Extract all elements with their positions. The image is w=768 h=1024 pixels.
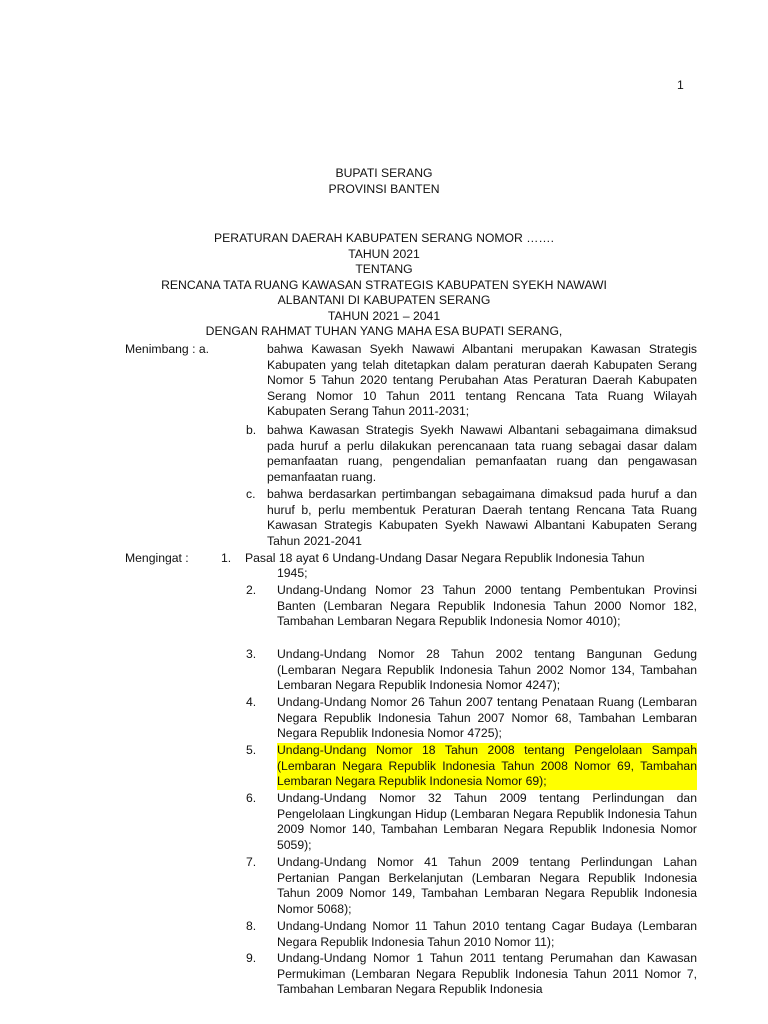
title-line-4: RENCANA TATA RUANG KAWASAN STRATEGIS KABUPATEN SYEKH NAWAWI: [161, 277, 607, 292]
page-number: 1: [677, 78, 684, 92]
mengingat-marker-8: 8.: [246, 919, 257, 933]
mengingat-item-6: Undang-Undang Nomor 32 Tahun 2009 tentang Perlindungan dan Pengelolaan Lingkungan Hidup (Lembaran Negara Republik Indonesia Tahun 2009 Nomor 140, Tambahan Lembaran Negara Republik Indonesia Nomor 5059);: [277, 791, 697, 852]
title-line-3: TENTANG: [355, 262, 413, 276]
menimbang-item-c: bahwa berdasarkan pertimbangan sebagaimana dimaksud pada huruf a dan huruf b, perlu membentuk Peraturan Daerah tentang Rencana Tata Ruang Kawasan Strategis Kabupaten Syekh Nawawi Albantani Kabupaten Serang Tahun 2021-2041: [267, 487, 697, 548]
mengingat-marker-1: 1.: [221, 551, 232, 565]
mengingat-marker-3: 3.: [246, 647, 257, 661]
title-line-1: PERATURAN DAERAH KABUPATEN SERANG NOMOR …….: [214, 231, 554, 245]
issuer-line-2: PROVINSI BANTEN: [328, 181, 440, 196]
menimbang-marker-b: b.: [246, 423, 257, 437]
mengingat-marker-6: 6.: [246, 791, 257, 805]
menimbang-label: Menimbang : a.: [125, 342, 210, 356]
mengingat-item-5-highlighted: Undang-Undang Nomor 18 Tahun 2008 tentang Pengelolaan Sampah (Lembaran Negara Republik Indonesia Tahun 2008 Nomor 69, Tambahan Lembaran Negara Republik Indonesia Nomor 69);: [277, 743, 697, 788]
mengingat-item-2: Undang-Undang Nomor 23 Tahun 2000 tentang Pembentukan Provinsi Banten (Lembaran Negara Republik Indonesia Tahun 2000 Nomor 182, Tambahan Lembaran Negara Republik Indonesia Nomor 4010);: [277, 583, 697, 628]
mengingat-label: Mengingat :: [125, 551, 189, 565]
title-line-5: ALBANTANI DI KABUPATEN SERANG: [277, 293, 491, 307]
mengingat-item-9: Undang-Undang Nomor 1 Tahun 2011 tentang Perumahan dan Kawasan Permukiman (Lembaran Negara Republik Indonesia Tahun 2011 Nomor 7, Tambahan Lembaran Negara Republik Indonesia: [277, 951, 697, 996]
mengingat-item-1-rest: 1945;: [277, 566, 308, 580]
mengingat-item-8: Undang-Undang Nomor 11 Tahun 2010 tentang Cagar Budaya (Lembaran Negara Republik Indonesia Tahun 2010 Nomor 11);: [277, 919, 697, 949]
menimbang-marker-c: c.: [246, 487, 256, 501]
mengingat-marker-9: 9.: [246, 951, 257, 965]
mengingat-marker-7: 7.: [246, 855, 257, 869]
mengingat-marker-5: 5.: [246, 743, 257, 757]
mengingat-item-4: Undang-Undang Nomor 26 Tahun 2007 tentang Penataan Ruang (Lembaran Negara Republik Indonesia Tahun 2007 Nomor 68, Tambahan Lembaran Negara Republik Indonesia Nomor 4725);: [277, 695, 697, 740]
title-line-2: TAHUN 2021: [348, 246, 420, 261]
issuer-header: [0, 166, 768, 197]
regulation-title: [0, 231, 768, 340]
menimbang-item-a: bahwa Kawasan Syekh Nawawi Albantani merupakan Kawasan Strategis Kabupaten yang telah ditetapkan dalam peraturan daerah Kabupaten Serang Nomor 5 Tahun 2020 tentang Perubahan Atas Peraturan Daerah Kabupaten Serang Nomor 10 Tahun 2011 tentang Rencana Tata Ruang Wilayah Kabupaten Serang Tahun 2011-2031;: [267, 342, 697, 418]
mengingat-item-3: Undang-Undang Nomor 28 Tahun 2002 tentang Bangunan Gedung (Lembaran Negara Republik Indonesia Tahun 2002 Nomor 134, Tambahan Lembaran Negara Republik Indonesia Nomor 4247);: [277, 647, 697, 692]
mengingat-marker-4: 4.: [246, 695, 257, 709]
menimbang-item-b: bahwa Kawasan Strategis Syekh Nawawi Albantani sebagaimana dimaksud pada huruf a perlu dilakukan perencanaan tata ruang sebagai dasar dalam pemanfaatan ruang, pengendalian pemanfaatan ruang dan pengawasan pemanfaatan ruang.: [267, 423, 697, 484]
mengingat-marker-2: 2.: [246, 583, 257, 597]
issuer-line-1: BUPATI SERANG: [335, 166, 433, 180]
title-line-6: TAHUN 2021 – 2041: [327, 308, 441, 323]
mengingat-item-1-first: Pasal 18 ayat 6 Undang-Undang Dasar Negara Republik Indonesia Tahun: [245, 551, 645, 565]
title-line-7: DENGAN RAHMAT TUHAN YANG MAHA ESA BUPATI SERANG,: [205, 324, 563, 338]
mengingat-item-7: Undang-Undang Nomor 41 Tahun 2009 tentang Perlindungan Lahan Pertanian Pangan Berkelanjutan (Lembaran Negara Republik Indonesia Tahun 2009 Nomor 149, Tambahan Lembaran Negara Republik Indonesia Nomor 5068);: [277, 855, 697, 916]
